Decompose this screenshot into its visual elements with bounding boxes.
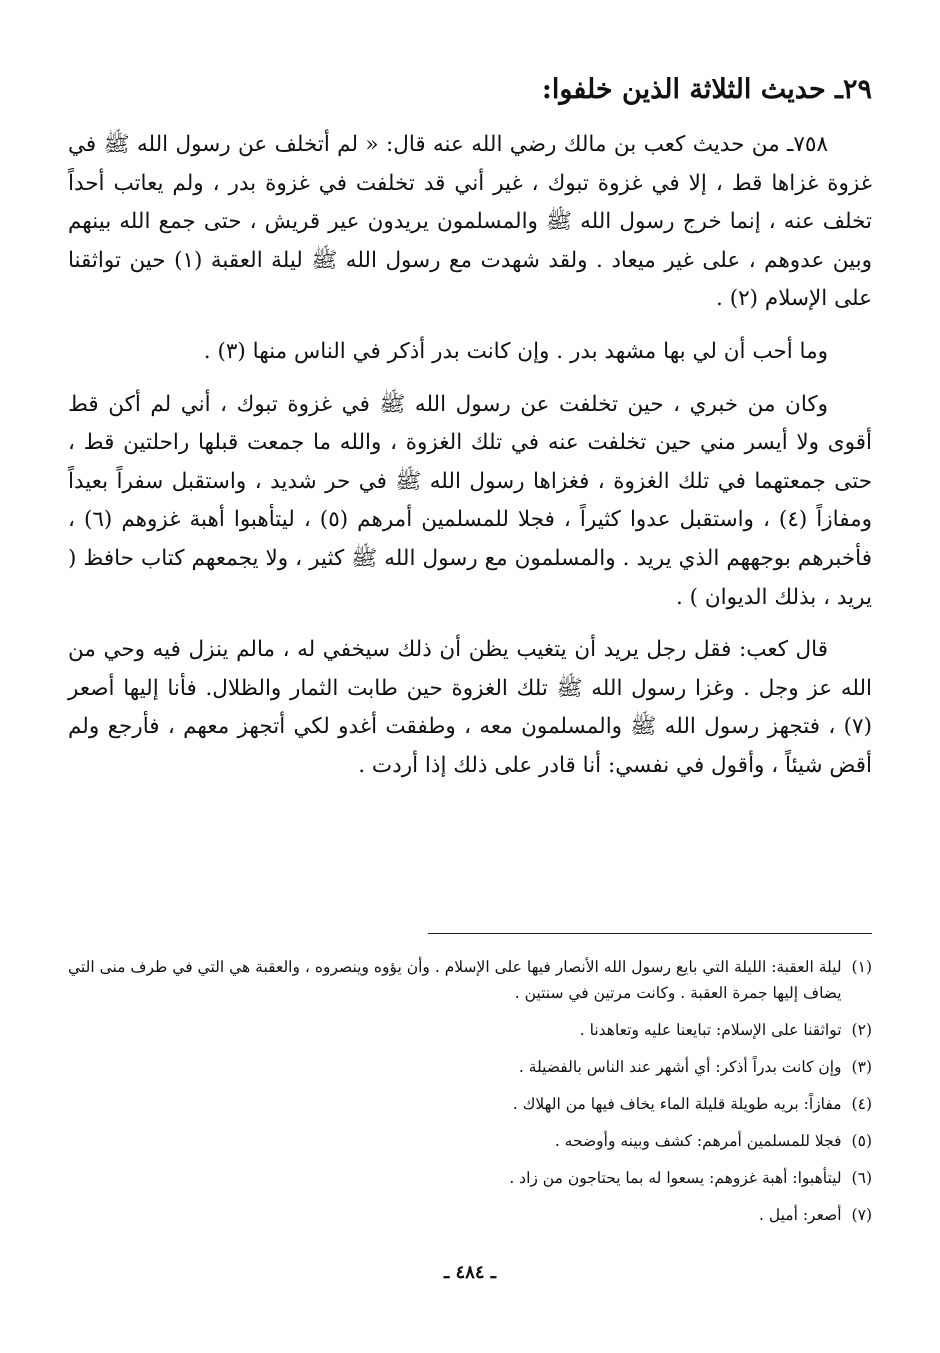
- footnote-text: أصعر: أميل .: [759, 1206, 842, 1224]
- section-heading: ٢٩ـ حديث الثلاثة الذين خلفوا:: [541, 74, 872, 105]
- footnote-number: (٤): [851, 1095, 872, 1113]
- footnote-text: وإن كانت بدراً أذكر: أي أشهر عند الناس بالفضيلة .: [518, 1058, 842, 1076]
- footnote-number: (٣): [851, 1058, 872, 1076]
- footnote-item: [68, 1128, 872, 1154]
- footnote-item: [68, 1017, 872, 1043]
- footnote-item: [68, 1054, 872, 1080]
- footnote-item: [68, 1091, 872, 1117]
- footnote-number: (١): [851, 958, 872, 976]
- footnote-text: ليتأهبوا: أهبة غزوهم: يسعوا له بما يحتاجون من زاد .: [509, 1169, 842, 1187]
- paragraph-tabuk: وكان من خبري ، حين تخلفت عن رسول الله ﷺ في غزوة تبوك ، أني لم أكن قط أقوى ولا أيسر مني حين تخلفت عنه في تلك الغزوة ، والله ما جمعت قبلها راحلتين قط ، حتى جمعتهما في تلك الغزوة ، فغزاها رسول الله ﷺ في حر شديد ، واستقبل سفراً بعيداً ومفازاً (٤) ، واستقبل عدوا كثيراً ، فجلا للمسلمين أمرهم (٥) ، ليتأهبوا أهبة غزوهم (٦) ، فأخبرهم بوجههم الذي يريد . والمسلمون مع رسول الله ﷺ كثير ، ولا يجمعهم كتاب حافظ ( يريد ، بذلك الديوان ) .: [68, 391, 872, 610]
- page-number: ـ ٤٨٤ ـ: [443, 1262, 497, 1283]
- footnote-number: (٥): [851, 1132, 872, 1150]
- footnote-item: [68, 1202, 872, 1228]
- footnote-item: [68, 1165, 872, 1191]
- footnote-number: (٦): [851, 1169, 872, 1187]
- footnote-text: ليلة العقبة: الليلة التي بايع رسول الله الأنصار فيها على الإسلام . وأن يؤوه وينصروه ، والعقبة هي التي في طرف منى التي يضاف إليها جمرة العقبة . وكانت مرتين في سنتين .: [68, 958, 842, 1002]
- footnote-divider: [428, 933, 872, 934]
- footnotes: [68, 954, 872, 1239]
- footnote-number: (٢): [851, 1021, 872, 1039]
- paragraph-hadith-758: ٧٥٨ـ من حديث كعب بن مالك رضي الله عنه قال: « لم أتخلف عن رسول الله ﷺ في غزوة غزاها قط ، إلا في غزوة تبوك ، غير أني قد تخلفت في غزوة بدر ، ولم يعاتب أحداً تخلف عنه ، إنما خرج رسول الله ﷺ والمسلمون يريدون عير قريش ، حتى جمع الله بينهم وبين عدوهم ، على غير ميعاد . ولقد شهدت مع رسول الله ﷺ ليلة العقبة (١) حين تواثقنا على الإسلام (٢) .: [68, 132, 872, 312]
- footnote-text: فجلا للمسلمين أمرهم: كشف وبينه وأوضحه .: [554, 1132, 842, 1150]
- footnote-text: مفازاً: بريه طويلة قليلة الماء يخاف فيها من الهلاك .: [512, 1095, 842, 1113]
- paragraph-kaab-said: قال كعب: فقل رجل يريد أن يتغيب يظن أن ذلك سيخفي له ، مالم ينزل فيه وحي من الله عز وجل . وغزا رسول الله ﷺ تلك الغزوة حين طابت الثمار والظلال. فأنا إليها أصعر (٧) ، فتجهز رسول الله ﷺ والمسلمون معه ، وطفقت أغدو لكي أتجهز معهم ، فأرجع ولم أقض شيئاً ، وأقول في نفسي: أنا قادر على ذلك إذا أردت .: [68, 637, 872, 778]
- body-text: [68, 126, 872, 786]
- footnote-number: (٧): [851, 1206, 872, 1224]
- paragraph-badr: وما أحب أن لي بها مشهد بدر . وإن كانت بدر أذكر في الناس منها (٣) .: [203, 338, 828, 364]
- footnote-item: [68, 954, 872, 1006]
- footnote-text: تواثقنا على الإسلام: تبايعنا عليه وتعاهدنا .: [579, 1021, 842, 1039]
